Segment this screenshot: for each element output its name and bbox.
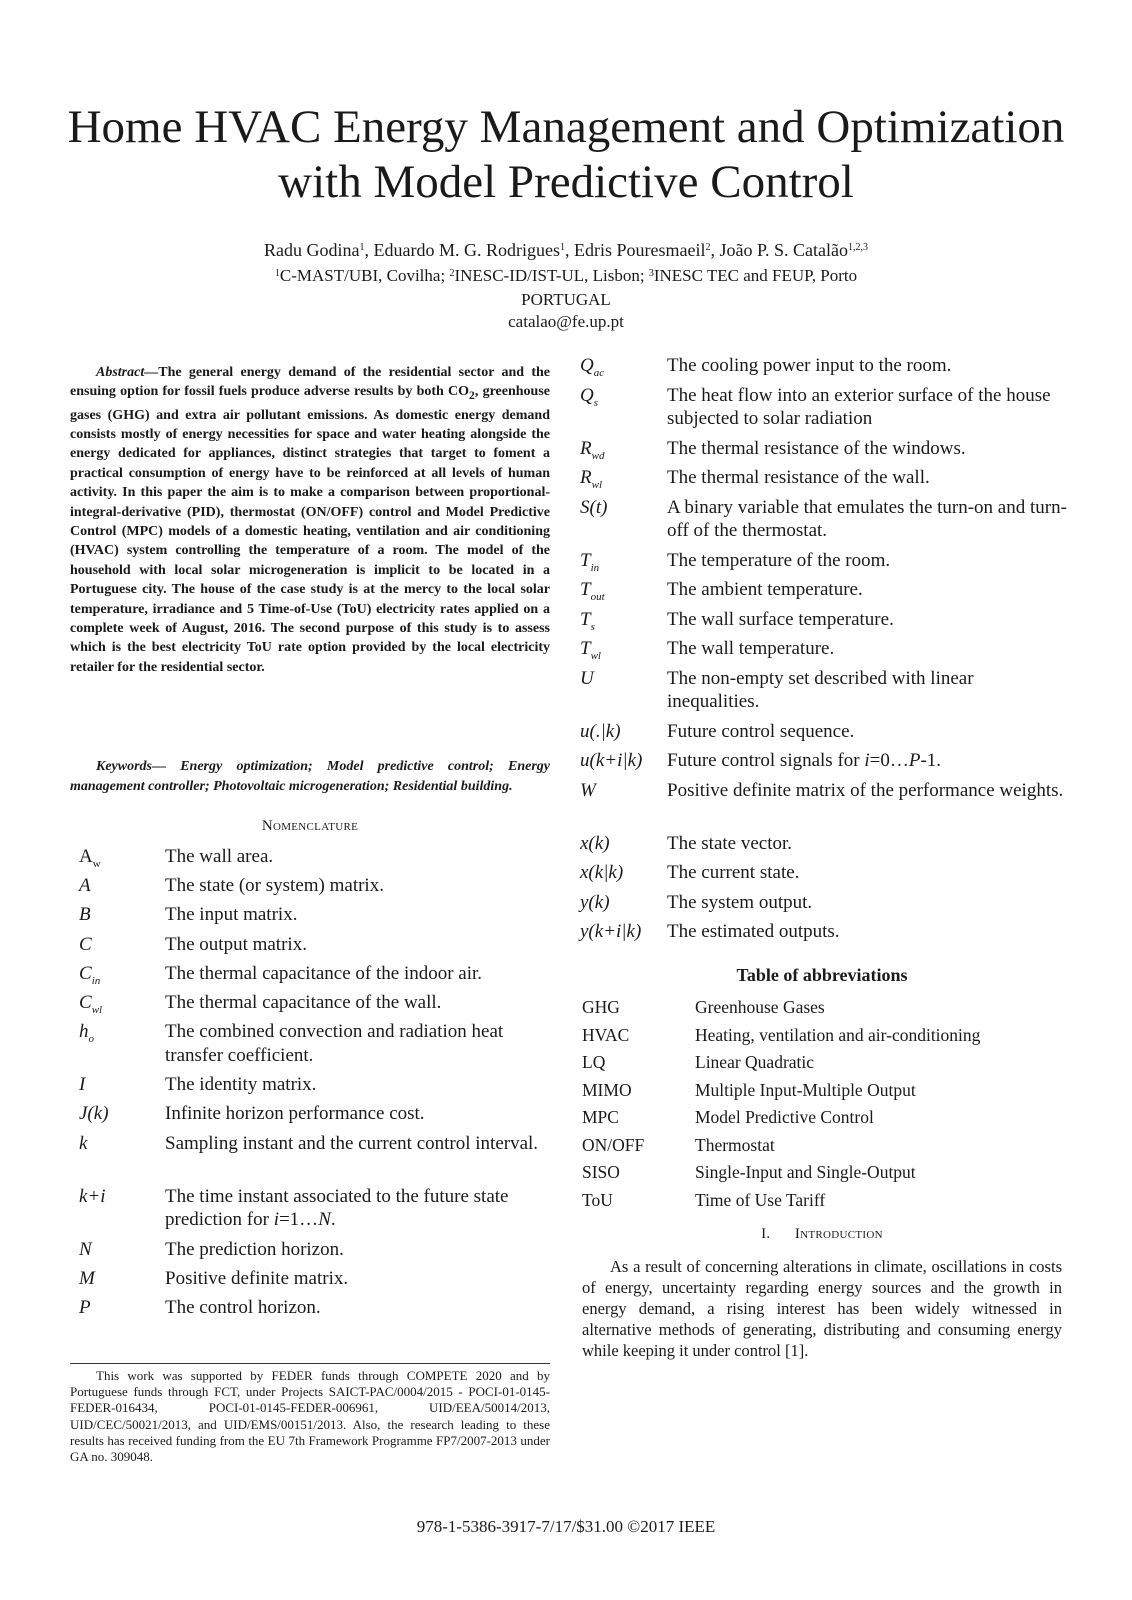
nomenclature-list-left xyxy=(79,845,549,1325)
nomenclature-entry xyxy=(79,1238,549,1267)
abbreviation-row xyxy=(582,1159,1062,1187)
nomenclature-description: The input matrix. xyxy=(165,904,298,926)
nomenclature-entry xyxy=(580,779,1070,832)
nomenclature-description: Sampling instant and the current control interval. xyxy=(165,1132,539,1154)
nomenclature-symbol: U xyxy=(580,667,594,689)
nomenclature-symbol: y(k) xyxy=(580,891,610,913)
nomenclature-description: The thermal resistance of the wall. xyxy=(667,467,930,488)
nomenclature-entry xyxy=(580,920,1070,950)
nomenclature-description: Positive definite matrix of the performance weights. xyxy=(667,779,1064,801)
nomenclature-entry xyxy=(580,384,1070,437)
nomenclature-description: The thermal capacitance of the wall. xyxy=(165,991,442,1013)
nomenclature-description: The state (or system) matrix. xyxy=(165,875,384,897)
nomenclature-symbol: $T_s$ xyxy=(580,608,595,633)
abbreviation-row xyxy=(582,994,1062,1022)
nomenclature-entry xyxy=(580,720,1070,750)
nomenclature-description: The estimated outputs. xyxy=(667,921,840,942)
nomenclature-entry xyxy=(580,578,1070,608)
nomenclature-entry xyxy=(580,832,1070,862)
nomenclature-entry xyxy=(79,1132,549,1185)
nomenclature-symbol: y(k+i|k) xyxy=(580,921,642,942)
nomenclature-entry xyxy=(79,845,549,874)
country: PORTUGAL xyxy=(521,290,611,309)
nomenclature-description: The prediction horizon. xyxy=(165,1238,344,1260)
abstract-label: Abstract— xyxy=(96,365,159,380)
nomenclature-description: The identity matrix. xyxy=(165,1074,317,1096)
nomenclature-entry xyxy=(580,354,1070,384)
copyright-line: 978-1-5386-3917-7/17/$31.00 ©2017 IEEE xyxy=(416,1517,716,1536)
footnote-rule xyxy=(70,1363,550,1364)
nomenclature-entry xyxy=(580,549,1070,579)
abbreviation-row xyxy=(582,1022,1062,1050)
nomenclature-symbol: I xyxy=(79,1074,86,1096)
abbreviation-term: LQ xyxy=(582,1052,606,1073)
nomenclature-description: The temperature of the room. xyxy=(667,549,891,571)
abbreviation-term: HVAC xyxy=(582,1024,630,1045)
abbreviation-meaning: Heating, ventilation and air-conditioning xyxy=(695,1024,981,1045)
nomenclature-entry xyxy=(79,1185,549,1238)
nomenclature-description: Positive definite matrix. xyxy=(165,1267,349,1289)
nomenclature-entry xyxy=(580,637,1070,667)
nomenclature-symbol: $R_{wd}$ xyxy=(580,437,605,462)
nomenclature-symbol: A xyxy=(79,875,91,897)
nomenclature-description: The cooling power input to the room. xyxy=(667,355,952,376)
nomenclature-entry xyxy=(79,933,549,962)
abbreviation-row xyxy=(582,1132,1062,1160)
nomenclature-symbol: k+i xyxy=(79,1185,106,1207)
nomenclature-description: The output matrix. xyxy=(165,933,307,955)
nomenclature-symbol: $C_{wl}$ xyxy=(79,991,103,1016)
nomenclature-description: The wall surface temperature. xyxy=(667,608,894,630)
abbreviation-row xyxy=(582,1187,1062,1215)
nomenclature-entry xyxy=(580,466,1070,496)
author-list: Radu Godina$^1$, Eduardo M. G. Rodrigues$^1$, Edris Pouresmaeil$^2$, João P. S. Catalão$^{1,2,3}$ xyxy=(264,240,868,260)
abbreviation-term: MIMO xyxy=(582,1079,632,1100)
nomenclature-description: Future control sequence. xyxy=(667,720,855,742)
title-line-1: Home HVAC Energy Management and Optimization xyxy=(67,101,1065,153)
abbreviation-meaning: Time of Use Tariff xyxy=(695,1189,826,1210)
abbreviation-meaning: Multiple Input-Multiple Output xyxy=(695,1079,916,1100)
affiliations: $^1$C-MAST/UBI, Covilha; $^2$INESC-ID/IST-UL, Lisbon; $^3$INESC TEC and FEUP, Porto xyxy=(274,266,858,285)
nomenclature-symbol: x(k|k) xyxy=(580,862,624,883)
nomenclature-symbol: M xyxy=(79,1267,95,1289)
abbreviation-term: SISO xyxy=(582,1162,620,1183)
nomenclature-entry xyxy=(79,1102,549,1131)
nomenclature-symbol: $R_{wl}$ xyxy=(580,467,603,491)
nomenclature-symbol: B xyxy=(79,904,91,926)
introduction-heading xyxy=(582,1226,1062,1243)
nomenclature-description: The heat flow into an exterior surface of the house subjected to solar radiation xyxy=(667,384,1051,429)
nomenclature-symbol: N xyxy=(79,1238,92,1260)
abbreviation-row xyxy=(582,1049,1062,1077)
abbreviation-meaning: Thermostat xyxy=(695,1134,775,1155)
nomenclature-symbol: C xyxy=(79,933,92,955)
nomenclature-symbol: u(k+i|k) xyxy=(580,750,643,771)
nomenclature-description: Infinite horizon performance cost. xyxy=(165,1103,425,1125)
abbreviation-term: ToU xyxy=(582,1189,613,1210)
abstract xyxy=(70,363,550,677)
nomenclature-description: The wall temperature. xyxy=(667,638,835,659)
nomenclature-entry xyxy=(580,608,1070,638)
nomenclature-description: Future control signals for i=0…P-1. xyxy=(667,750,942,771)
contact-email: catalao@fe.up.pt xyxy=(508,312,624,331)
nomenclature-symbol: $T_{wl}$ xyxy=(580,638,601,662)
abbreviations-table xyxy=(582,994,1062,1214)
nomenclature-symbol: k xyxy=(79,1132,88,1154)
nomenclature-description: The time instant associated to the future state prediction for i=1…N. xyxy=(165,1185,509,1231)
abbreviation-term: MPC xyxy=(582,1107,619,1128)
nomenclature-list-right xyxy=(580,354,1070,950)
nomenclature-entry xyxy=(580,861,1070,891)
nomenclature-entry xyxy=(580,749,1070,779)
section-title: Introduction xyxy=(794,1226,883,1242)
nomenclature-symbol: u(.|k) xyxy=(580,720,621,742)
funding-footnote: This work was supported by FEDER funds through COMPETE 2020 and by Portuguese funds through FCT, under Projects SAICT-PAC/0004/2015 - POCI-01-0145-FEDER-016434, POCI-01-0145-FEDER-006961, UID/EEA/50014/2013, UID/CEC/50021/2013, and UID/EMS/00151/2013. Also, the research leading to these results has received funding from the EU 7th Framework Programme FP7/2007-2013 under GA no. 309048. xyxy=(70,1368,550,1465)
abbreviation-term: GHG xyxy=(582,997,620,1018)
nomenclature-symbol: $T_{in}$ xyxy=(580,549,600,574)
nomenclature-symbol: x(k) xyxy=(580,832,610,854)
nomenclature-entry xyxy=(580,667,1070,720)
nomenclature-description: A binary variable that emulates the turn-on and turn-off of the thermostat. xyxy=(667,496,1067,541)
nomenclature-entry xyxy=(79,903,549,932)
nomenclature-entry xyxy=(79,1267,549,1296)
nomenclature-description: The ambient temperature. xyxy=(667,579,863,600)
abbreviation-row xyxy=(582,1104,1062,1132)
nomenclature-entry xyxy=(79,991,549,1020)
abbreviation-row xyxy=(582,1077,1062,1105)
nomenclature-description: The system output. xyxy=(667,891,813,913)
abbreviation-meaning: Single-Input and Single-Output xyxy=(695,1162,916,1183)
nomenclature-symbol: $h_o$ xyxy=(79,1021,94,1045)
nomenclature-entry xyxy=(79,1073,549,1102)
nomenclature-symbol: $C_{in}$ xyxy=(79,962,101,987)
nomenclature-symbol: J(k) xyxy=(79,1103,109,1125)
introduction-paragraph: As a result of concerning alterations in climate, oscillations in costs of energy, uncertainty regarding energy sources and the growth in energy demand, a rising interest has been widely witnessed in alternative methods of generating, distributing and consuming energy while keeping it under control [1]. xyxy=(582,1257,1062,1360)
nomenclature-description: The thermal resistance of the windows. xyxy=(667,437,966,459)
abbreviations-title: Table of abbreviations xyxy=(736,965,908,985)
nomenclature-entry xyxy=(79,1296,549,1325)
abbreviation-meaning: Linear Quadratic xyxy=(695,1052,815,1073)
nomenclature-description: The state vector. xyxy=(667,832,793,854)
paper-title xyxy=(40,100,1092,210)
section-number: I. xyxy=(761,1226,771,1242)
nomenclature-symbol: $Q_{ac}$ xyxy=(580,355,605,379)
abstract-text: The general energy demand of the residential sector and the ensuing option for fossil fuels produce adverse results by both $CO_2$, greenhouse gases (GHG) and extra air pollutant emissions. As domestic energy demand consists mostly of energy necessities for space and water heating alongside the energy dedicated for appliances, distinct strategies that target to foment a practical consumption of energy have to be reinforced at all levels of human activity. In this paper the aim is to make a comparison between proportional-integral-derivative (PID), thermostat (ON/OFF) control and Model Predictive Control (MPC) models of a domestic heating, ventilation and air conditioning (HVAC) system controlling the temperature of a room. The model of the household with local solar microgeneration is implicit to be located in a Portuguese city. The house of the case study is at the mercy to the local solar temperature, irradiance and 5 Time-of-Use (ToU) electricity rates applied on a complete week of August, 2016. The second purpose of this study is to assess which is the best electricity ToU rate option provided by the local electricity retailer for the residential sector. xyxy=(70,365,550,675)
nomenclature-description: The thermal capacitance of the indoor air. xyxy=(165,962,483,984)
nomenclature-description: The control horizon. xyxy=(165,1296,321,1318)
nomenclature-symbol: P xyxy=(79,1296,91,1318)
nomenclature-heading: Nomenclature xyxy=(261,818,359,834)
nomenclature-entry xyxy=(580,891,1070,921)
title-line-2: with Model Predictive Control xyxy=(278,156,854,208)
nomenclature-symbol: $Q_s$ xyxy=(580,384,599,409)
nomenclature-entry xyxy=(79,962,549,991)
nomenclature-description: The wall area. xyxy=(165,846,274,867)
abbreviation-meaning: Greenhouse Gases xyxy=(695,997,825,1018)
abbreviation-term: ON/OFF xyxy=(582,1134,645,1155)
keywords: Keywords— Energy optimization; Model predictive control; Energy management controller; Photovoltaic microgeneration; Residential building. xyxy=(70,759,550,794)
nomenclature-symbol: W xyxy=(580,779,596,801)
nomenclature-entry xyxy=(79,874,549,903)
nomenclature-description: The combined convection and radiation heat transfer coefficient. xyxy=(165,1021,504,1066)
nomenclature-symbol: $A_w$ xyxy=(79,846,101,870)
nomenclature-symbol: $T_{out}$ xyxy=(580,579,605,603)
nomenclature-description: The current state. xyxy=(667,862,800,883)
abbreviation-meaning: Model Predictive Control xyxy=(695,1107,874,1128)
nomenclature-symbol: S(t) xyxy=(580,496,608,518)
nomenclature-entry xyxy=(580,496,1070,549)
nomenclature-entry xyxy=(79,1020,549,1073)
nomenclature-entry xyxy=(580,437,1070,467)
nomenclature-description: The non-empty set described with linear inequalities. xyxy=(667,667,974,712)
